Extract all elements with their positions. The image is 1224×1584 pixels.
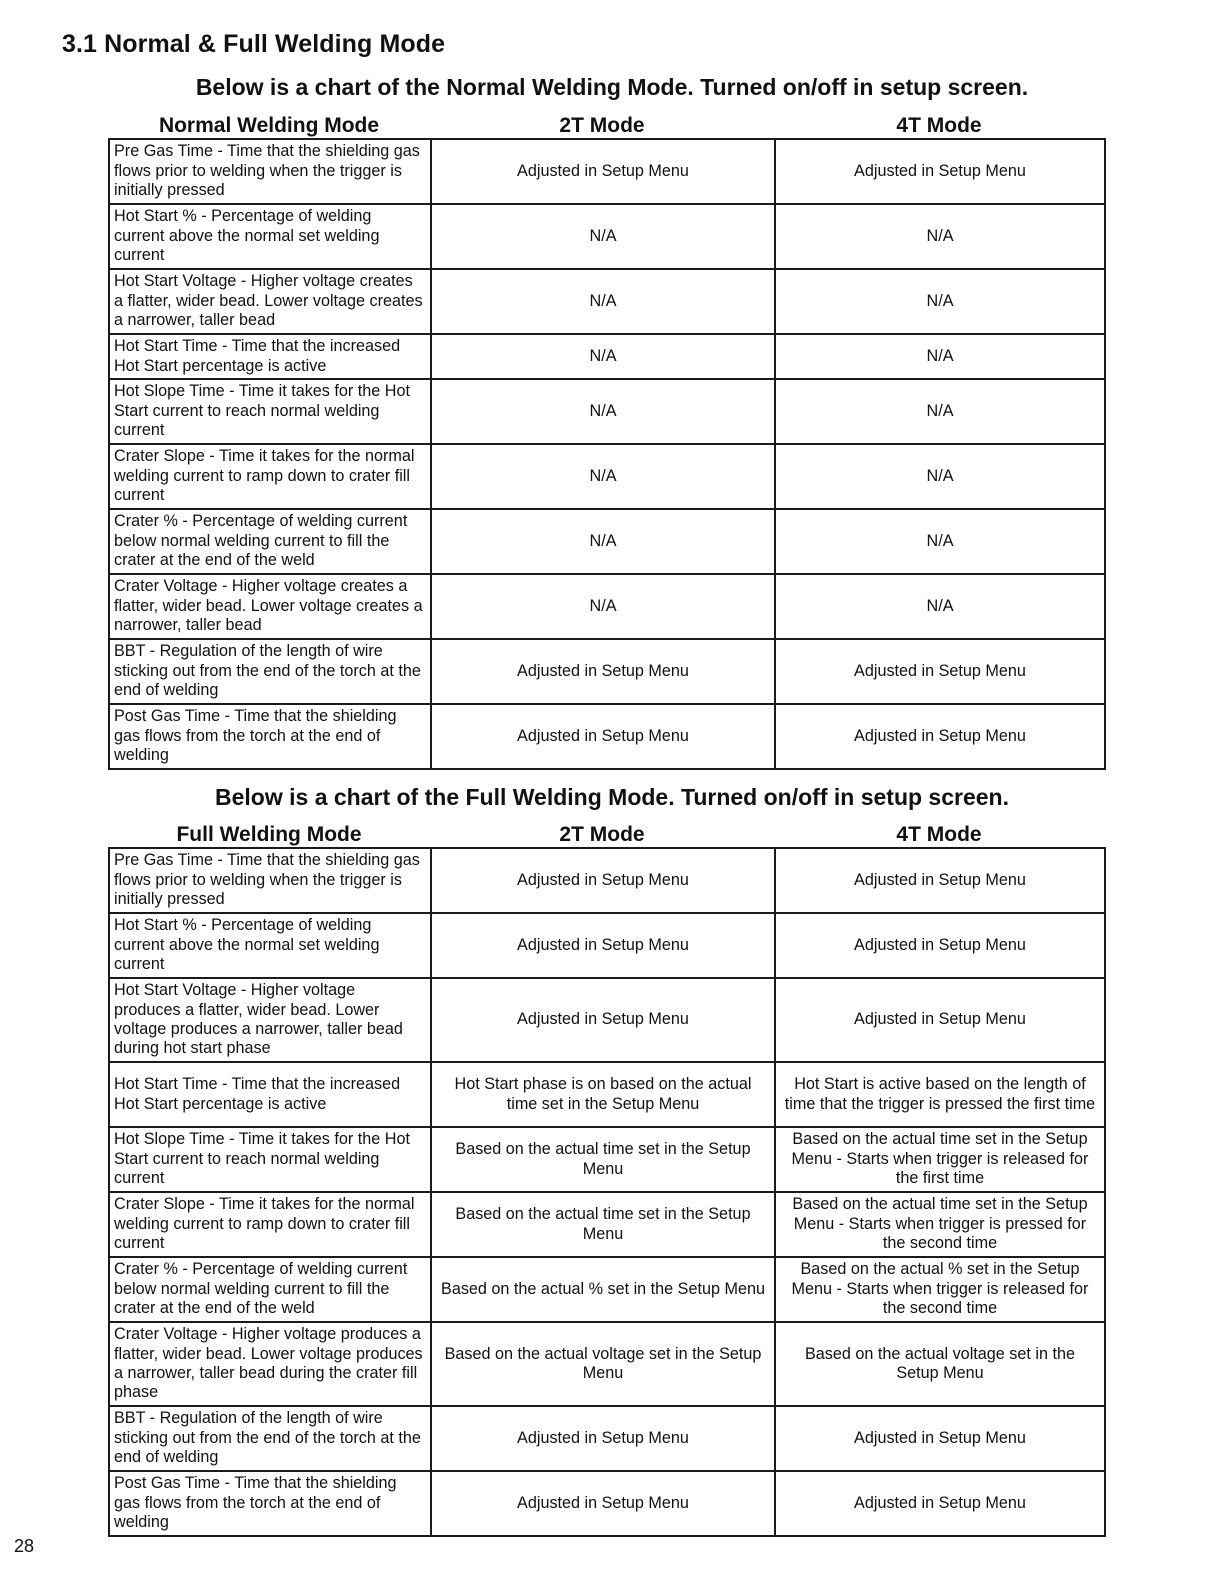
full-header-4t: 4T Mode bbox=[896, 823, 982, 846]
table-row bbox=[109, 139, 1105, 204]
full-table-header bbox=[108, 820, 1104, 847]
full-header-2t: 2T Mode bbox=[559, 823, 645, 846]
table-row bbox=[109, 379, 1105, 444]
value-2t: Based on the actual voltage set in the Setup Menu bbox=[431, 1322, 775, 1406]
table-row bbox=[109, 444, 1105, 509]
parameter-description: Crater Voltage - Higher voltage produces a flatter, wider bead. Lower voltage produces a narrower, taller bead during the crater fill phase bbox=[109, 1322, 431, 1406]
value-2t: Adjusted in Setup Menu bbox=[431, 1406, 775, 1471]
parameter-description: Hot Start Time - Time that the increased Hot Start percentage is active bbox=[109, 334, 431, 379]
parameter-description: Post Gas Time - Time that the shielding gas flows from the torch at the end of welding bbox=[109, 1471, 431, 1536]
normal-header-2t: 2T Mode bbox=[559, 114, 645, 137]
value-2t: N/A bbox=[431, 269, 775, 334]
parameter-description: Hot Start % - Percentage of welding current above the normal set welding current bbox=[109, 204, 431, 269]
normal-mode-table bbox=[108, 111, 1104, 770]
table-row bbox=[109, 334, 1105, 379]
table-row bbox=[109, 269, 1105, 334]
full-table-body bbox=[108, 847, 1106, 1537]
full-mode-table bbox=[108, 820, 1104, 1537]
value-4t: N/A bbox=[775, 509, 1105, 574]
parameter-description: Crater Slope - Time it takes for the normal welding current to ramp down to crater fill current bbox=[109, 1192, 431, 1257]
table-row bbox=[109, 1322, 1105, 1406]
table-row bbox=[109, 704, 1105, 769]
table-row bbox=[109, 1406, 1105, 1471]
value-2t: Adjusted in Setup Menu bbox=[431, 1471, 775, 1536]
parameter-description: Hot Start Voltage - Higher voltage creates a flatter, wider bead. Lower voltage creates a narrower, taller bead bbox=[109, 269, 431, 334]
value-2t: Adjusted in Setup Menu bbox=[431, 639, 775, 704]
normal-header-mode: Normal Welding Mode bbox=[158, 114, 380, 137]
full-chart-caption: Below is a chart of the Full Welding Mode. Turned on/off in setup screen. bbox=[215, 784, 1009, 810]
parameter-description: Crater % - Percentage of welding current below normal welding current to fill the crater at the end of the weld bbox=[109, 1257, 431, 1322]
value-2t: N/A bbox=[431, 574, 775, 639]
table-row bbox=[109, 1471, 1105, 1536]
table-row bbox=[109, 1127, 1105, 1192]
table-row bbox=[109, 1062, 1105, 1127]
value-4t: Based on the actual time set in the Setup Menu - Starts when trigger is pressed for the second time bbox=[775, 1192, 1105, 1257]
value-2t: N/A bbox=[431, 444, 775, 509]
value-2t: Adjusted in Setup Menu bbox=[431, 913, 775, 978]
table-row bbox=[109, 509, 1105, 574]
value-2t: N/A bbox=[431, 379, 775, 444]
value-4t: Adjusted in Setup Menu bbox=[775, 1406, 1105, 1471]
normal-table-body bbox=[108, 138, 1106, 770]
parameter-description: Pre Gas Time - Time that the shielding gas flows prior to welding when the trigger is initially pressed bbox=[109, 848, 431, 913]
value-4t: Based on the actual % set in the Setup Menu - Starts when trigger is released for the second time bbox=[775, 1257, 1105, 1322]
parameter-description: BBT - Regulation of the length of wire sticking out from the end of the torch at the end of welding bbox=[109, 1406, 431, 1471]
value-4t: N/A bbox=[775, 334, 1105, 379]
parameter-description: Hot Slope Time - Time it takes for the Hot Start current to reach normal welding current bbox=[109, 379, 431, 444]
value-4t: Adjusted in Setup Menu bbox=[775, 639, 1105, 704]
value-2t: Adjusted in Setup Menu bbox=[431, 978, 775, 1062]
value-2t: Based on the actual time set in the Setup Menu bbox=[431, 1127, 775, 1192]
parameter-description: Crater Slope - Time it takes for the normal welding current to ramp down to crater fill current bbox=[109, 444, 431, 509]
value-2t: Adjusted in Setup Menu bbox=[431, 848, 775, 913]
value-4t: N/A bbox=[775, 269, 1105, 334]
table-row bbox=[109, 978, 1105, 1062]
table-row bbox=[109, 848, 1105, 913]
parameter-description: Hot Slope Time - Time it takes for the Hot Start current to reach normal welding current bbox=[109, 1127, 431, 1192]
value-2t: N/A bbox=[431, 509, 775, 574]
value-2t: Hot Start phase is on based on the actual time set in the Setup Menu bbox=[431, 1062, 775, 1127]
normal-table-header bbox=[108, 111, 1104, 138]
parameter-description: Crater % - Percentage of welding current below normal welding current to fill the crater at the end of the weld bbox=[109, 509, 431, 574]
value-4t: Based on the actual time set in the Setup Menu - Starts when trigger is released for the first time bbox=[775, 1127, 1105, 1192]
value-4t: Adjusted in Setup Menu bbox=[775, 1471, 1105, 1536]
parameter-description: Crater Voltage - Higher voltage creates a flatter, wider bead. Lower voltage creates a narrower, taller bead bbox=[109, 574, 431, 639]
value-2t: Based on the actual % set in the Setup Menu bbox=[431, 1257, 775, 1322]
full-header-mode: Full Welding Mode bbox=[176, 823, 362, 846]
parameter-description: Hot Start % - Percentage of welding current above the normal set welding current bbox=[109, 913, 431, 978]
page-number: 28 bbox=[14, 1536, 35, 1556]
value-4t: Adjusted in Setup Menu bbox=[775, 913, 1105, 978]
value-4t: N/A bbox=[775, 204, 1105, 269]
section-title: 3.1 Normal & Full Welding Mode bbox=[62, 30, 446, 58]
parameter-description: Hot Start Time - Time that the increased Hot Start percentage is active bbox=[109, 1062, 431, 1127]
value-4t: N/A bbox=[775, 379, 1105, 444]
value-4t: Adjusted in Setup Menu bbox=[775, 978, 1105, 1062]
value-4t: Hot Start is active based on the length of time that the trigger is pressed the first time bbox=[775, 1062, 1105, 1127]
value-4t: Adjusted in Setup Menu bbox=[775, 848, 1105, 913]
value-4t: N/A bbox=[775, 574, 1105, 639]
value-2t: Based on the actual time set in the Setup Menu bbox=[431, 1192, 775, 1257]
normal-chart-caption: Below is a chart of the Normal Welding Mode. Turned on/off in setup screen. bbox=[195, 74, 1029, 100]
table-row bbox=[109, 574, 1105, 639]
value-4t: N/A bbox=[775, 444, 1105, 509]
parameter-description: BBT - Regulation of the length of wire sticking out from the end of the torch at the end of welding bbox=[109, 639, 431, 704]
value-2t: N/A bbox=[431, 334, 775, 379]
value-2t: N/A bbox=[431, 204, 775, 269]
table-row bbox=[109, 204, 1105, 269]
table-row bbox=[109, 1257, 1105, 1322]
table-row bbox=[109, 1192, 1105, 1257]
normal-header-4t: 4T Mode bbox=[896, 114, 982, 137]
value-2t: Adjusted in Setup Menu bbox=[431, 139, 775, 204]
parameter-description: Pre Gas Time - Time that the shielding gas flows prior to welding when the trigger is initially pressed bbox=[109, 139, 431, 204]
value-4t: Adjusted in Setup Menu bbox=[775, 704, 1105, 769]
table-row bbox=[109, 913, 1105, 978]
value-2t: Adjusted in Setup Menu bbox=[431, 704, 775, 769]
value-4t: Based on the actual voltage set in the Setup Menu bbox=[775, 1322, 1105, 1406]
parameter-description: Hot Start Voltage - Higher voltage produces a flatter, wider bead. Lower voltage produces a narrower, taller bead during hot start phase bbox=[109, 978, 431, 1062]
value-4t: Adjusted in Setup Menu bbox=[775, 139, 1105, 204]
parameter-description: Post Gas Time - Time that the shielding gas flows from the torch at the end of welding bbox=[109, 704, 431, 769]
table-row bbox=[109, 639, 1105, 704]
